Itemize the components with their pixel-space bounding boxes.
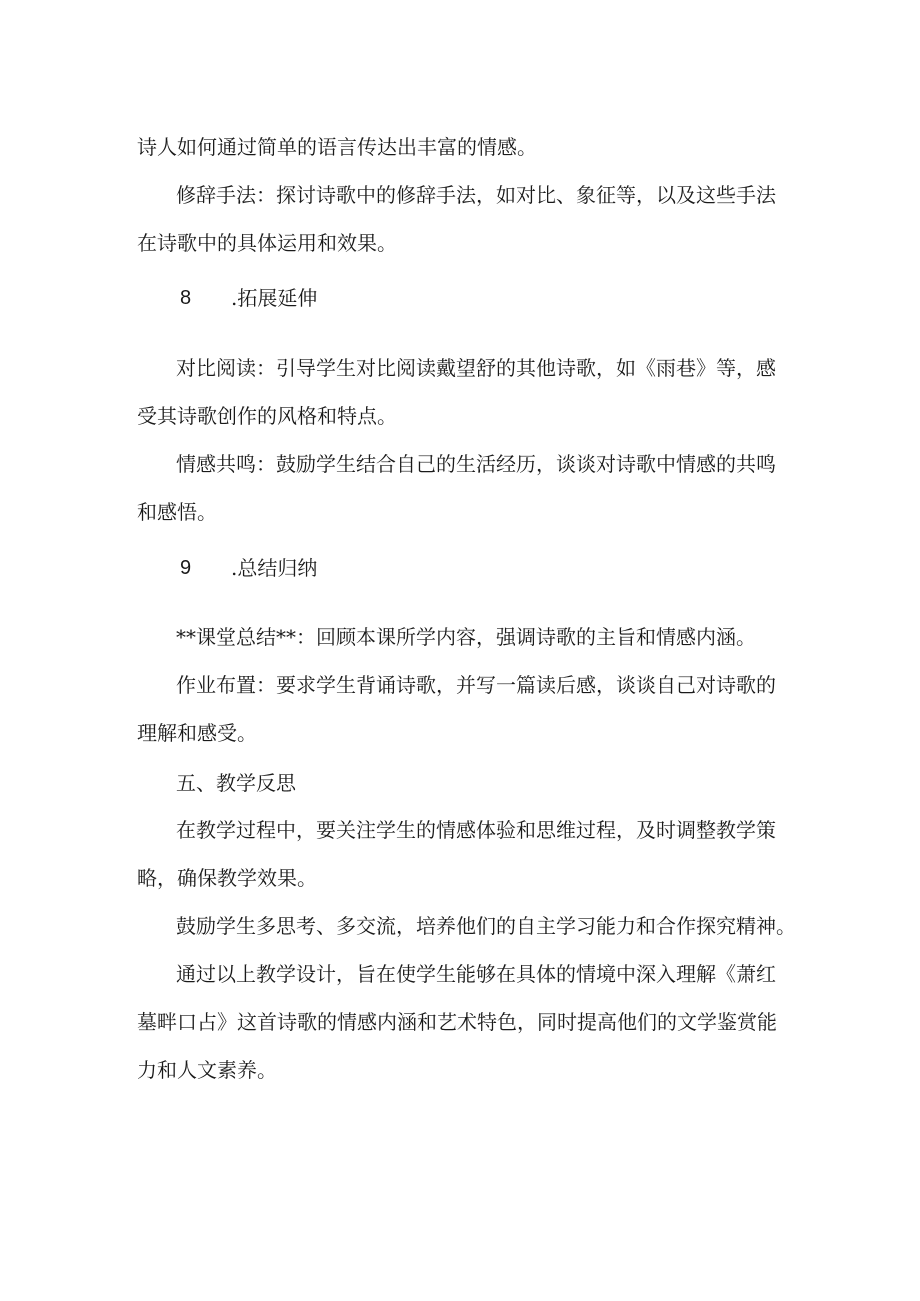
paragraph-line: 墓畔口占》这首诗歌的情感内涵和艺术特色，同时提高他们的文学鉴赏能 (137, 1010, 777, 1034)
paragraph-conclusion: 通过以上教学设计，旨在使学生能够在具体的情境中深入理解《萧红 (176, 962, 776, 986)
paragraph-comparative-reading: 对比阅读：引导学生对比阅读戴望舒的其他诗歌，如《雨巷》等，感 (176, 356, 776, 380)
paragraph-line: 理解和感受。 (137, 721, 257, 745)
section-number: 9 (180, 557, 192, 579)
section-heading-reflection: 五、教学反思 (176, 771, 296, 795)
paragraph-line: 受其诗歌创作的风格和特点。 (137, 404, 397, 428)
paragraph-reflection-1: 在教学过程中，要关注学生的情感体验和思维过程，及时调整教学策 (176, 818, 776, 842)
paragraph-line: 力和人文素养。 (137, 1058, 277, 1082)
section-number: 8 (180, 287, 192, 309)
paragraph-reflection-2: 鼓励学生多思考、多交流，培养他们的自主学习能力和合作探究精神。 (176, 914, 796, 938)
section-title: .拓展延伸 (231, 286, 318, 310)
paragraph-homework: 作业布置：要求学生背诵诗歌，并写一篇读后感，谈谈自己对诗歌的 (176, 673, 776, 697)
paragraph-line: 诗人如何通过简单的语言传达出丰富的情感。 (137, 135, 537, 159)
paragraph-line: 在诗歌中的具体运用和效果。 (137, 231, 397, 255)
paragraph-line: 和感悟。 (137, 500, 217, 524)
paragraph-line: 略，确保教学效果。 (137, 866, 317, 890)
section-title: .总结归纳 (231, 556, 318, 580)
paragraph-rhetoric: 修辞手法：探讨诗歌中的修辞手法，如对比、象征等，以及这些手法 (176, 183, 776, 207)
paragraph-emotional-resonance: 情感共鸣：鼓励学生结合自己的生活经历，谈谈对诗歌中情感的共鸣 (176, 452, 776, 476)
paragraph-class-summary: **课堂总结**：回顾本课所学内容，强调诗歌的主旨和情感内涵。 (176, 625, 756, 649)
